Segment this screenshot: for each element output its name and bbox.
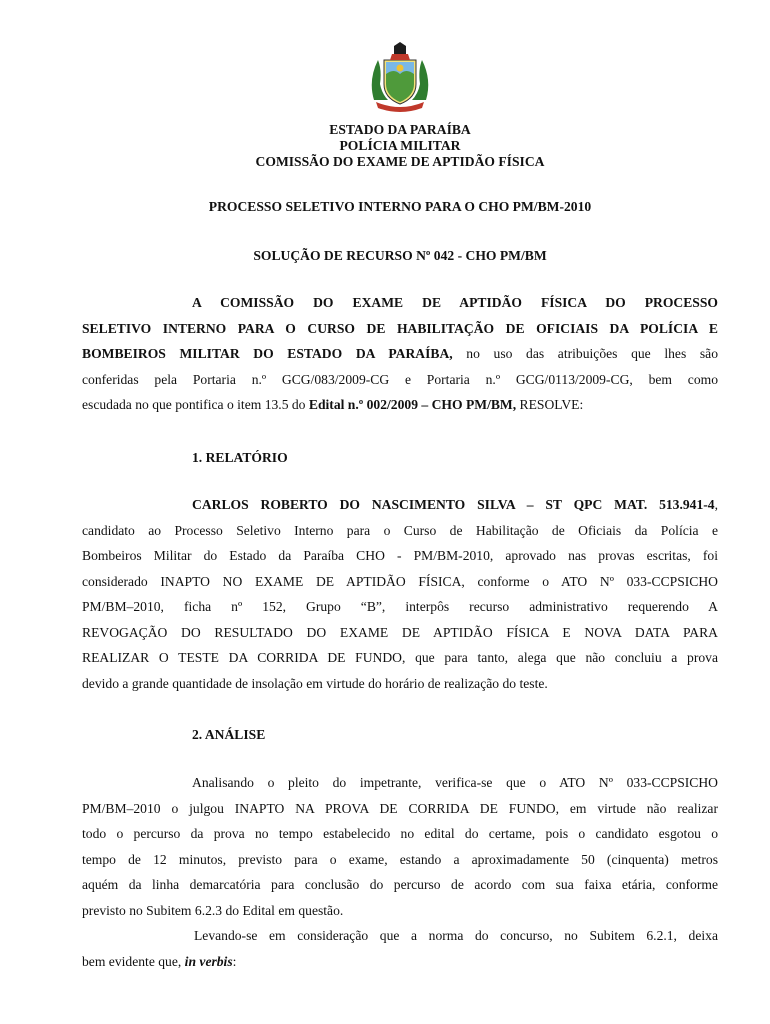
report-text: , [714, 497, 718, 512]
analysis-line: Analisando o pleito do impetrante, verifica-se que o ATO Nº 033-CCPSICHO [192, 775, 718, 790]
intro-line [82, 341, 718, 367]
intro-bold-text: BOMBEIROS MILITAR DO ESTADO DA PARAÍBA, [82, 346, 453, 361]
intro-line [82, 392, 718, 418]
solution-title: SOLUÇÃO DE RECURSO Nº 042 - CHO PM/BM [253, 248, 547, 263]
report-line: Bombeiros Militar do Estado da Paraíba CHO - PM/BM-2010, aprovado nas provas escritas, foi [82, 548, 718, 563]
report-line: devido a grande quantidade de insolação em virtude do horário de realização do teste. [82, 675, 548, 691]
analysis-line: PM/BM–2010 o julgou INAPTO NA PROVA DE CORRIDA DE FUNDO, em virtude não realizar [82, 800, 718, 816]
report-line: REVOGAÇÃO DO RESULTADO DO EXAME DE APTIDÃO FÍSICA E NOVA DATA PARA [82, 624, 718, 640]
intro-text: escudada no que pontifica o item 13.5 do [82, 397, 309, 412]
report-paragraph [82, 492, 718, 696]
process-title: PROCESSO SELETIVO INTERNO PARA O CHO PM/BM-2010 [208, 199, 592, 214]
analysis-line [82, 949, 718, 975]
report-line: considerado INAPTO NO EXAME DE APTIDÃO FÍSICA, conforme o ATO Nº 033-CCPSICHO [82, 573, 718, 589]
header-police: POLÍCIA MILITAR [339, 138, 461, 153]
analysis-line: previsto no Subitem 6.2.3 do Edital em questão. [82, 902, 344, 918]
analysis-paragraph [82, 770, 718, 974]
section-heading-analysis: 2. ANÁLISE [192, 727, 266, 742]
intro-paragraph [82, 290, 718, 418]
report-line: PM/BM–2010, ficha nº 152, Grupo “B”, interpôs recurso administrativo requerendo A [82, 599, 718, 614]
section-heading-report: 1. RELATÓRIO [192, 450, 288, 465]
document-header [0, 122, 770, 170]
intro-line: A COMISSÃO DO EXAME DE APTIDÃO FÍSICA DO PROCESSO [192, 295, 718, 310]
in-verbis-text: in verbis [184, 953, 233, 969]
analysis-line: Levando-se em consideração que a norma do concurso, no Subitem 6.2.1, deixa [194, 928, 718, 943]
report-line: candidato ao Processo Seletivo Interno para o Curso de Habilitação de Oficiais da Polícia e [82, 522, 718, 538]
analysis-text: : [232, 953, 237, 969]
report-line: REALIZAR O TESTE DA CORRIDA DE FUNDO, que para tanto, alega que não concluiu a prova [82, 650, 718, 665]
intro-line: conferidas pela Portaria n.º GCG/083/2009-CG e Portaria n.º GCG/0113/2009-CG, bem como [82, 371, 718, 387]
header-commission: COMISSÃO DO EXAME DE APTIDÃO FÍSICA [255, 154, 545, 169]
analysis-text: bem evidente que, [82, 953, 185, 969]
intro-line: SELETIVO INTERNO PARA O CURSO DE HABILITAÇÃO DE OFICIAIS DA POLÍCIA E [82, 320, 718, 336]
analysis-line: tempo de 12 minutos, previsto para o exame, estando a aproximadamente 50 (cinquenta) metros [82, 851, 718, 867]
analysis-line: todo o percurso da prova no tempo estabelecido no edital do certame, pois o candidato esgotou o [82, 826, 718, 841]
candidate-name: CARLOS ROBERTO DO NASCIMENTO SILVA – ST QPC MAT. 513.941-4 [192, 497, 715, 512]
header-state: ESTADO DA PARAÍBA [329, 122, 471, 137]
intro-text: RESOLVE: [516, 397, 584, 412]
report-line [82, 492, 718, 518]
analysis-line: aquém da linha demarcatória para conclusão do percurso de acordo com sua faixa etária, conforme [82, 877, 718, 892]
edital-reference: Edital n.º 002/2009 – CHO PM/BM, [308, 397, 517, 412]
coat-of-arms-icon [364, 40, 436, 112]
intro-text: no uso das atribuições que lhes são [452, 346, 718, 361]
